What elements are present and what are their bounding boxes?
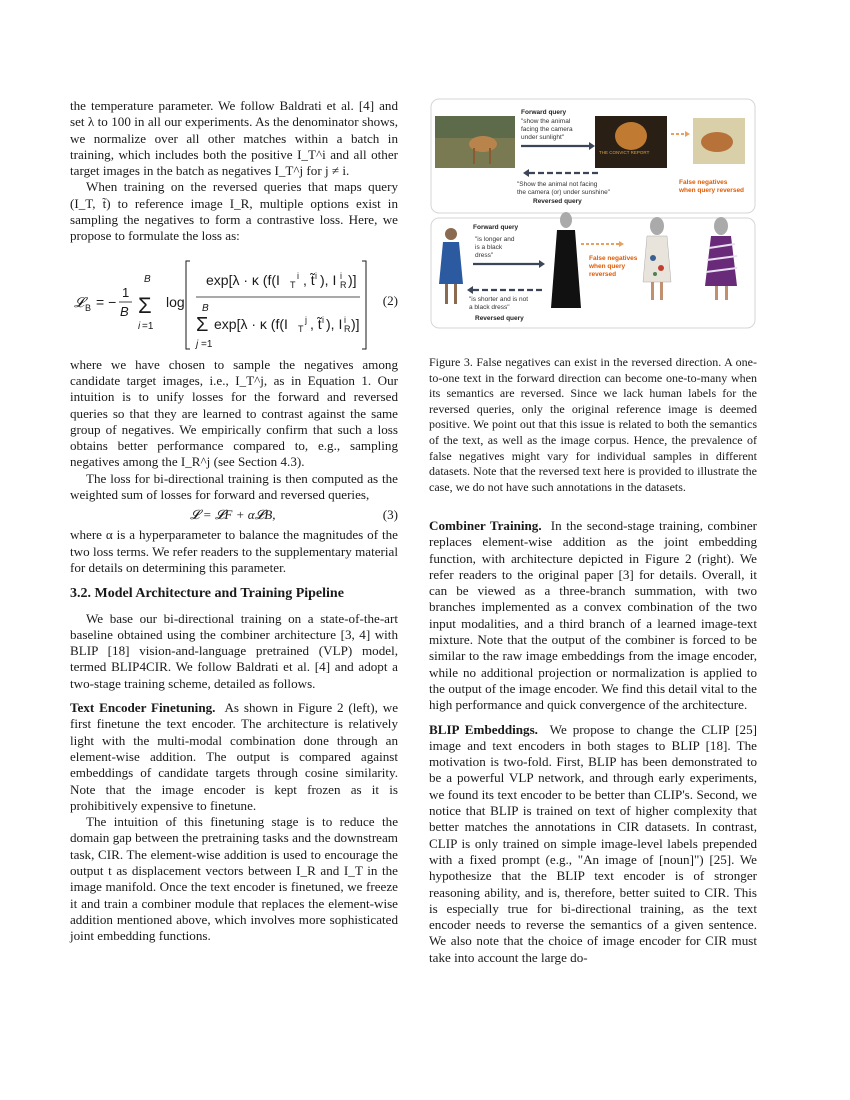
- svg-text:)]: )]: [348, 271, 357, 288]
- equation-number: (2): [382, 292, 398, 308]
- equation-number: (3): [382, 507, 398, 523]
- paragraph: where α is a hyperparameter to balance the magnitudes of the two loss terms. We refer readers to the supplementary material for details on determining this parameter.: [70, 527, 398, 575]
- svg-text:exp[λ · κ (f(I: exp[λ · κ (f(I: [206, 271, 280, 288]
- svg-text:Σ: Σ: [196, 313, 209, 336]
- paragraph: The loss for bi-directional training is then computed as the weighted sum of losses for forward and reversed queries,: [70, 470, 398, 503]
- svg-text:i: i: [340, 270, 342, 281]
- svg-text:B: B: [144, 273, 151, 285]
- svg-text:B: B: [120, 303, 129, 319]
- svg-text:1: 1: [122, 284, 130, 300]
- paragraph: [70, 700, 398, 814]
- paragraph: When training on the reversed queries that maps query (I_T, t̃) to reference image I_R, multiple options exist in sampling the negatives to form a contrastive loss. Here, we propose to formulate the loss as:: [70, 179, 398, 244]
- svg-text:)]: )]: [351, 315, 360, 332]
- svg-text:𝓛: 𝓛: [74, 293, 85, 310]
- figure-caption: [429, 355, 757, 495]
- bottom-false-negatives: False negatives: [589, 255, 638, 262]
- svg-text:T: T: [298, 323, 304, 334]
- paragraph: [429, 518, 757, 714]
- left-column: [70, 98, 398, 944]
- top-reversed-text: "Show the animal not facing: [517, 181, 598, 188]
- svg-text:dress": dress": [475, 252, 494, 259]
- svg-text:exp[λ · κ (f(I: exp[λ · κ (f(I: [214, 315, 288, 332]
- top-forward-label: Forward query: [521, 109, 567, 116]
- svg-text:, t̃: , t̃: [303, 271, 315, 288]
- svg-text:, t̃: , t̃: [310, 315, 322, 332]
- svg-text:"is longer and: "is longer and: [475, 236, 515, 243]
- bottom-forward-label: Forward query: [473, 224, 519, 231]
- svg-text:i: i: [322, 314, 324, 325]
- run-in-heading: BLIP Embeddings.: [429, 721, 538, 737]
- svg-text:Σ: Σ: [138, 292, 152, 318]
- svg-text:=1: =1: [201, 338, 213, 350]
- equation-3-formula: 𝓛 = 𝓛F + α𝓛B,: [190, 507, 276, 523]
- paragraph: where we have chosen to sample the negatives among candidate target images, i.e., I_T^j, as in Equation 1. Our intuition is to unify losses for the forward and reversed queries so that they are learned to contrast against the same group of negatives. We empirically confirm that such a loss obtains better performance compared to, e.g., sampling negatives among the I_R^j (see Section 4.3).: [70, 356, 398, 470]
- paragraph-body: As shown in Figure 2 (left), we first finetune the text encoder. The architecture is relatively light with the multi-modal combination done through an element-wise addition. The output is compared against embeddings of candidate targets through cosine similarity. Note that the image encoder is kept frozen as it is prohibitively expensive to finetune.: [70, 700, 399, 813]
- top-reversed-label: Reversed query: [533, 198, 582, 205]
- svg-text:log: log: [166, 293, 185, 310]
- right-column: [429, 518, 757, 966]
- paragraph: [429, 722, 757, 966]
- svg-text:the camera (or) under sunshine: the camera (or) under sunshine": [517, 189, 610, 196]
- svg-text:R: R: [340, 279, 347, 290]
- paragraph: The intuition of this finetuning stage is to reduce the domain gap between the pretraining tasks and the downstream task, CIR. The element-wise addition is used to encourage the output t as displacement vectors between I_R and I_T in the image manifold. Once the text encoder is finetuned, we freeze it and train a combiner module that replaces the element-wise addition mentioned above, which involves more sophisticated joint embedding functions.: [70, 814, 398, 944]
- svg-text:j: j: [305, 314, 307, 325]
- run-in-heading: Combiner Training.: [429, 518, 542, 533]
- bottom-reversed-label: Reversed query: [475, 315, 524, 322]
- figure-3-illustration: [429, 98, 757, 338]
- svg-text:= −: = −: [96, 293, 117, 310]
- svg-text:facing the camera: facing the camera: [521, 126, 573, 133]
- paragraph: We base our bi-directional training on a state-of-the-art baseline obtained using the combiner architecture [3, 4] with BLIP [18] vision-and-language pretrained (VLP) model, termed BLIP4CIR. We follow Baldrati et al. [4] and adopt a two-stage training scheme, detailed as follows.: [70, 610, 398, 691]
- svg-text:under sunlight": under sunlight": [521, 134, 565, 141]
- svg-text:i: i: [315, 270, 317, 281]
- svg-text:a black dress": a black dress": [469, 304, 510, 311]
- top-false-negatives: False negatives: [679, 179, 728, 186]
- paragraph-body: We propose to change the CLIP [25] image and text encoders in both stages to BLIP [18]. The motivation is two-fold. First, BLIP has been demonstrated to be a powerful VLP network, and through early experiments, we found its text encoder to be better than CLIP's. Second, we notice that BLIP is trained on text of higher complexity that better matches the annotations in CIR datasets. In contrast, CLIP is only trained on simple image-level labels prepended with a fixed prompt (e.g., "An image of [noun]") [25]. We hypothesize that the BLIP text encoder is of stronger reasoning ability, and is, therefore, better suited to CIR. This is especially true for bi-directional training, as the text encoder needs to reverse the semantics of a given sentence. We also note that the choice of image encoder for CIR must take into account the large do-: [429, 721, 757, 965]
- equation-3: [70, 505, 398, 525]
- svg-text:i: i: [344, 314, 346, 325]
- svg-text:when query: when query: [589, 263, 626, 270]
- svg-text:T: T: [290, 279, 296, 290]
- svg-text:), I: ), I: [320, 271, 337, 288]
- svg-text:j: j: [196, 338, 199, 350]
- paragraph-body: In the second-stage training, combiner replaces element-wise addition as the joint embedding function, with architecture depicted in Figure 2 (right). We refer readers to the original paper [3] for details. Overall, it can be viewed as a three-branch summation, with two branches implemented as a convex combination of the two input modalities, and a third branch of a learned image-text mixture. Note that the output of the combiner is forced to be similar to the raw image embeddings from the image encoder, while no additional projection or normalization is applied to the output of the image encoder. We find this detail vital to the high performance and quick convergence of the architecture.: [429, 518, 757, 713]
- run-in-heading: Text Encoder Finetuning.: [70, 700, 216, 716]
- svg-text:i: i: [138, 320, 141, 332]
- svg-text:reversed: reversed: [589, 271, 617, 278]
- svg-text:B: B: [202, 302, 209, 314]
- caption-text: Figure 3. False negatives can exist in the reversed direction. A one-to-one text in the forward direction can become one-to-many when its semantics are reversed. Since we lack human labels for the reversed queries, only the original reference image is deemed positive. We point out that this issue is related to both the semantics of the text, as well as the image corpus. Hence, the prevalence of false negatives might vary for individual samples in different datasets. Note that the reversed text here is provided to illustrate the case, we do not have such annotations in the datasets.: [429, 355, 757, 494]
- svg-text:=1: =1: [142, 320, 154, 332]
- svg-text:B: B: [85, 302, 92, 313]
- equation-2-formula: [74, 249, 374, 353]
- section-title: 3.2. Model Architecture and Training Pipeline: [70, 586, 344, 602]
- figure-3: [429, 98, 757, 338]
- equation-2: [70, 249, 398, 353]
- watermark: THE CONVICT REPORT: [599, 150, 650, 155]
- svg-text:is a black: is a black: [475, 244, 503, 251]
- svg-text:R: R: [344, 323, 351, 334]
- svg-text:"is shorter and is not: "is shorter and is not: [469, 296, 529, 303]
- svg-text:), I: ), I: [326, 315, 343, 332]
- svg-text:when query reversed: when query reversed: [679, 187, 745, 194]
- paragraph: the temperature parameter. We follow Baldrati et al. [4] and set λ to 100 in all our experiments. As the denominator shows, we normalize over all other matches within a batch in training, which includes both the positive I_T^i and all other target images in the batch as negatives I_T^j for j ≠ i.: [70, 98, 398, 179]
- svg-text:i: i: [297, 270, 299, 281]
- top-forward-text: "show the animal: [521, 118, 571, 125]
